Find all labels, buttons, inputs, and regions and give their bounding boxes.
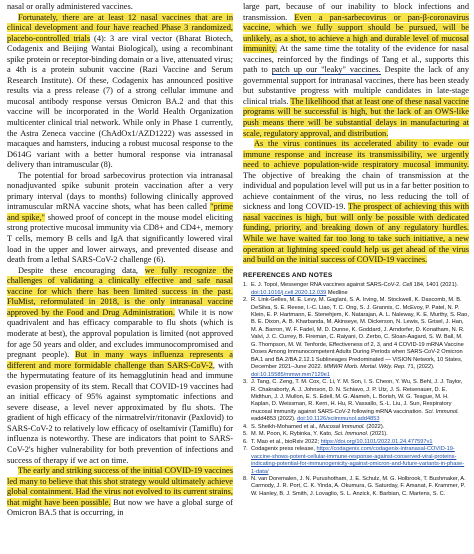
- reference-text: (2021).: [368, 431, 388, 438]
- highlight: Fortunately, there are at least 12 nasal vaccines that are in clinical development and four have reached Phase 3 randomized, placebo-controlled trials: [7, 12, 233, 43]
- reference-text: J. Tang, C. Zeng, T. M. Cox, C. Li, Y. M. Son, I. S. Cheon, Y. Wu, S. Behl, J. J. Taylor, R. Chakraborty, A. J. Johnson, D. N. Schiavo, J. P. Utz, J. S. Reisenauer, D. E. Midthun, J. J. Mullon, E. S. Edell, M. G. Alameh, L. Borish, W. G. Teague, M. H. Kaplan, D. Weissman, R. Kern, H. Hu, R. Vassallo, S.-L. Liu, J. Sun, Respiratory mucosal immunity against SARS-CoV-2 following mRNA vaccination.: [251, 379, 463, 415]
- reference-journal: MMWR Morb. Mortal. Wkly. Rep.: [323, 364, 406, 371]
- reference-text: 184, 1401 (2021).: [412, 282, 459, 289]
- reference-text: Codagenix press release,: [251, 446, 317, 453]
- paragraph-text: The objective of breaking the chain of transmission at the individual and population level will put us in a far better position to achieve containment of the virus, no less reducing the toll of sickness and long COVID-19.: [243, 170, 469, 212]
- underlined-text: patch up our "leaky" vaccines.: [271, 65, 381, 75]
- paragraph-text: At the same time the totality of the evidence for nasal vaccines, reinforced by the findings of Tang et al., supports this path to: [243, 44, 469, 75]
- reference-number: 6.: [243, 438, 248, 445]
- reference-url-link[interactable]: https://codagenix.com/codagenix-intranasal-COVID-19-vaccine-shows-potent-cellular-immune-response-against-conserved-viral-proteins-indicating-potential-for-immunogenicity-against-omicron-and-future-variants-in-phase-1-data/: [251, 446, 465, 475]
- paragraph-prime-and-spike: [7, 171, 233, 266]
- reference-journal: Mucosal Immunol.: [319, 423, 365, 430]
- paragraph-text: The potential for broad sarbecovirus protection via intranasal nonadjuvanted spike subunit protein vaccination after a very primary interval (days to months) following clinically approved intramuscular mRNA vaccine shots, what has been called: [7, 170, 233, 212]
- paragraph-early-success: [7, 466, 233, 519]
- reference-text: T. Mao et al., bioRxiv 2022;: [251, 438, 321, 445]
- reference-item: [243, 297, 469, 379]
- reference-item: [243, 424, 469, 431]
- reference-number: 3.: [243, 379, 248, 386]
- reference-item: [243, 439, 469, 446]
- paragraph-text: , with the hypermutating feature of its hemagglutinin head and immune evasion propensity of its stem. Recall that COVID-19 vaccines had an initial efficacy of 95% against symptomatic infections and severe disease, a level never approximated by flu shots. The gradient of high efficacy of the nirmatrelvir/ritonavir (Paxlovid) to SARS-CoV-2 to relatively low efficacy of oseltamivir (Tamiflu) for influenza is noteworthy. These are indicators that point to SARS-CoV-2's higher vulnerability for both prevention of infections and success of therapy if we act on time.: [7, 360, 234, 465]
- reference-item: [243, 431, 469, 438]
- reference-item: [243, 446, 469, 476]
- reference-text: (2022).: [364, 423, 385, 430]
- reference-text: S. Sheikh-Mohamed et al.,: [251, 423, 320, 430]
- reference-number: 5.: [243, 431, 248, 438]
- paragraph-text: nasal or orally administered vaccines.: [7, 2, 133, 11]
- reference-journal: Sci. Immunol.: [334, 431, 369, 438]
- paragraph-nasal-vaccines: [7, 13, 233, 171]
- highlight: The prospect of achieving this with nasal vaccines is high, but will only be possible with dedicated funding, priority, and breaking down of any regulatory hurdles. While we have waited far too long to take such initiative, a new operation at lightning speed could help us get ahead of the virus and build on the initial success of COVID-19 vaccines.: [243, 202, 469, 265]
- reference-number: 2.: [243, 297, 248, 304]
- paragraph-text: But now we have a global surge of Omicron BA.5 that is occurring, in: [7, 497, 233, 518]
- highlight: "prime and spike,": [7, 202, 233, 222]
- highlight: The early and striking success of the initial COVID-19 vaccines led many to believe that this shot strategy would ultimately achieve global containment. Had the virus not evolved to its current strains, that might have been possible.: [7, 466, 233, 507]
- medline-link[interactable]: Medline: [326, 289, 348, 296]
- reference-text: N. van Doremalen, J. N. Purushotham, J. E. Schulz, M. G. Holbrook, T. Bushmaker, A. Carmody, J. R. Port, C. K. Yinda, A. Okumura, G. Saturday, F. Amanat, F. Krammer, P. W. Hanley, B. J. Smith, J. Lovaglio, S. L. Anzick, K. Barbian, C. Martens, S. C.: [251, 476, 466, 497]
- right-column: [243, 2, 469, 498]
- paragraph-text: large part, because of our inability to block infections and transmission.: [243, 2, 469, 22]
- highlight: Even a pan-sarbecovirus or pan-β-coronavirus vaccine, which we fully support should be pursued, will be unlikely, as a shot, to achieve a high and durable level of mucosal immunity.: [243, 12, 470, 54]
- reference-text: eadd4853 (2022).: [251, 416, 296, 423]
- reference-text: R. Link-Gelles, M. E. Levy, M. Gaglani, S. A. Irving, M. Stockwell, K. Dascomb, M. B. DeSilva, S. E. Reese, I.-C. Liao, T. C. Ong, S. J. Grannis, C. McEvoy, P. Patel, N. P. Klein, E. P. Hartmann, E. Stenehjem, K. Natarajan, A. L. Naleway, K. E. Murthy, S. Rao, B. E. Dixon, A. B. Kharbanda, M. Akinseye, M. Dickerson, N. Lewis, S. Grisel, J. Han, M. A. Barron, W. F. Fadel, M. D. Dunne, K. Goddard, J. Arndorfer, D. Konatham, N. R. Valvi, J. C. Currey, B. Fireman, C. Raiyani, O. Zerbo, C. Sloan-Aagard, S. W. Ball, M. G. Thompson, M. W. Tenforde, Effectiveness of 2, 3, and 4 COVID-19 mRNA Vaccine Doses Among Immunocompetent Adults During Periods when SARS-CoV-2 Omicron BA.1 and BA.2/BA.2.12.1 Sublineages Predominated — VISION Network, 10 States, December 2021–June 2022.: [251, 297, 469, 371]
- paragraph-mucosal-immunity: [243, 139, 469, 266]
- reference-journal: Cell: [402, 282, 413, 289]
- reference-number: 1.: [243, 282, 248, 289]
- paragraph-text: Despite these encouraging data,: [18, 265, 145, 275]
- reference-doi-link[interactable]: doi:10.1016/j.cell.2020.12.039: [251, 289, 327, 296]
- reference-text: E. J. Topol, Messenger RNA vaccines against SARS-CoV-2.: [251, 282, 403, 289]
- highlight: we fully recognize the challenges of validating a clinically effective and safe nasal vaccine for which there has been limited success in the past. FluMist, reformulated in 2018, is the only intranasal vaccine approved by the Food and Drug Administration.: [7, 265, 233, 317]
- reference-number: 7.: [243, 446, 248, 453]
- reference-item: [243, 282, 469, 297]
- reference-doi-link[interactable]: doi:10.1126/sciimmunol.add4853: [297, 416, 380, 423]
- paragraph-text: While it is now quadrivalent and has efficacy comparable to flu shots (which is moderate at best), the approval population is limited (not approved for age 50 years and older, and excludes immunocompromised and pregnant people).: [7, 307, 233, 360]
- reference-number: 4.: [243, 423, 248, 430]
- reference-text: M. M. Poon, K. Rybinka, Y. Kato,: [251, 431, 335, 438]
- reference-journal: Sci. Immunol.: [424, 408, 459, 415]
- reference-item: [243, 379, 469, 424]
- left-column: [7, 2, 233, 519]
- reference-number: 8.: [243, 476, 248, 482]
- paragraph-text: (4): 3 are viral vector (Bharat Biotech, Codagenix and Beijing Wantai Biological), using a recombinant spike protein or receptor-binding domain or a live, attenuated virus; a 4th is a protein subunit vaccine (Razi Vaccine and Serum Research Institute). Of these, Codagenix has announced positive results via a press release (7) of a strong cellular immune and mucosal antibody response versus Omicron BA.2 and that this vaccine will be incorporated in the World Health Organization multicenter clinical trial network. While only in Phase 1 currently, the Astra Zeneca vaccine (ChAdOx1/AZD1222) was assessed in macaques and hamsters, inducing a robust mucosal response to the D614G variant with a better humoral response via intranasal delivery than intramuscular (8).: [7, 33, 234, 170]
- references-heading: REFERENCES AND NOTES: [243, 271, 333, 279]
- paragraph-text: showed proof of concept in the mouse model eliciting strong protective mucosal immunity via CD8+ and CD4+, memory T cells, memory B cells and IgA that significantly lowered viral load in the upper and lower airways, and prevented disease and death from a lethal SARS-CoV-2 challenge (6).: [7, 212, 233, 265]
- reference-doi-link[interactable]: doi:10.15585/mmwr.mm7129e1: [251, 371, 331, 378]
- reference-url-link[interactable]: https://doi.org/10.1101/2022.01.24.477597v1: [320, 438, 433, 445]
- highlight: But in many ways influenza represents a different and more formidable challenge than SARS-CoV-2: [7, 350, 233, 370]
- paragraph-pan-sarbecovirus: [243, 2, 469, 139]
- paragraph: [7, 2, 233, 13]
- highlight: The likelihood that at least one of these nasal vaccine programs will be successful is high, but the lack of an OWS-like push means there will be substantial delays in manufacturing at scale, regulatory approval, and distribution.: [243, 96, 469, 138]
- references-list: [243, 282, 469, 498]
- highlight: As the virus continues its accelerated ability to evade our immune response and increase its transmissibility, we urgently need to achieve population-wide respiratory mucosal immunity.: [243, 139, 469, 170]
- reference-text: 71, (2022).: [405, 364, 435, 371]
- paragraph-challenges: [7, 266, 233, 466]
- paragraph-text: Despite the lack of any governmental support for intranasal vaccines, there has been steady but substantive progress with multiple candidates in late-stage clinical trials.: [243, 65, 469, 106]
- reference-item: [243, 476, 469, 498]
